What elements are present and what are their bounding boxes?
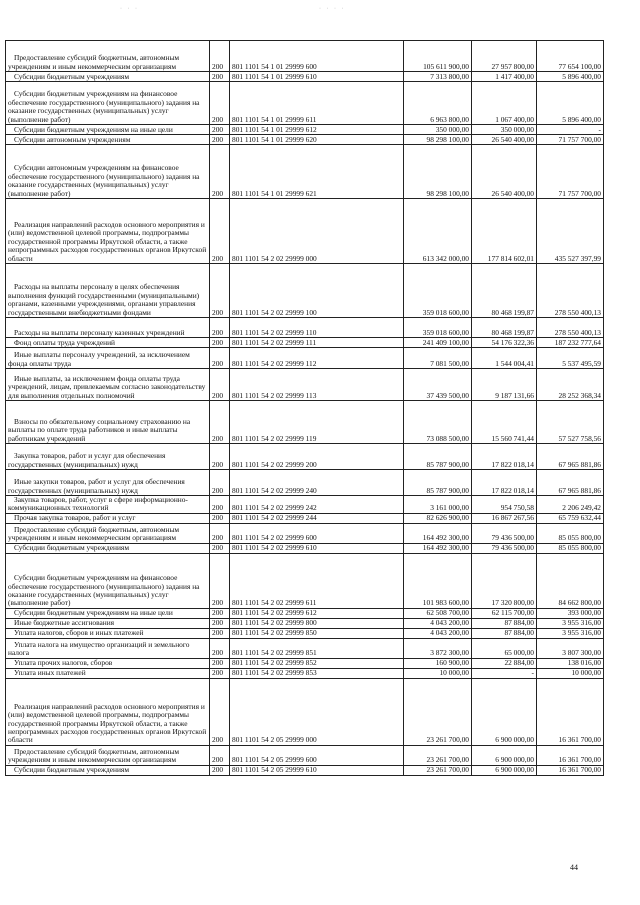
row-remaining: 65 759 632,44 (537, 513, 604, 523)
table-row (6, 369, 604, 401)
row-kbk: 801 1101 54 1 01 29999 621 (230, 145, 404, 199)
row-approved: 73 088 500,00 (404, 401, 472, 444)
row-kbk: 801 1101 54 2 02 29999 242 (230, 496, 404, 514)
row-name (6, 513, 210, 523)
row-executed: 1 417 400,00 (472, 72, 537, 82)
row-kbk: 801 1101 54 2 02 29999 113 (230, 369, 404, 401)
row-remaining: 278 550 400,13 (537, 264, 604, 318)
row-name (6, 72, 210, 82)
row-name (6, 658, 210, 668)
row-name-text: Прочая закупка товаров, работ и услуг (14, 513, 136, 523)
row-executed: 27 957 800,00 (472, 41, 537, 72)
row-approved: 359 018 600,00 (404, 264, 472, 318)
row-code: 200 (210, 348, 230, 369)
row-executed: 79 436 500,00 (472, 523, 537, 543)
row-executed: 9 187 131,66 (472, 369, 537, 401)
row-name-text: Фонд оплаты труда учреждений (14, 337, 116, 347)
row-approved: 3 161 000,00 (404, 496, 472, 514)
row-kbk: 801 1101 54 1 01 29999 600 (230, 41, 404, 72)
row-approved: 105 611 900,00 (404, 41, 472, 72)
row-code: 200 (210, 338, 230, 348)
row-name-text: Реализация направлений расходов основного мероприятия и (или) ведомственной целевой программы, подпрограммы государственной программы Иркутской области, а также непрограммных расходов государственных органов Иркутской области (8, 219, 207, 263)
row-approved: 4 043 200,00 (404, 628, 472, 638)
row-executed: 54 176 322,36 (472, 338, 537, 348)
row-name (6, 470, 210, 496)
row-name (6, 82, 210, 125)
row-code: 200 (210, 678, 230, 745)
row-name-text: Уплата налога на имущество организаций и земельного налога (8, 640, 190, 658)
row-kbk: 801 1101 54 2 02 29999 851 (230, 638, 404, 658)
row-kbk: 801 1101 54 1 01 29999 620 (230, 135, 404, 145)
row-name (6, 401, 210, 444)
row-executed: 6 900 000,00 (472, 765, 537, 775)
row-name (6, 135, 210, 145)
row-executed: 65 000,00 (472, 638, 537, 658)
row-approved: 350 000,00 (404, 125, 472, 135)
row-name-text: Субсидии автономным учреждениям (14, 134, 131, 144)
row-kbk: 801 1101 54 2 02 29999 244 (230, 513, 404, 523)
row-code: 200 (210, 72, 230, 82)
row-name-text: Иные закупки товаров, работ и услуг для обеспечения государственных (муниципальных) нужд (8, 477, 185, 495)
row-remaining: 278 550 400,13 (537, 318, 604, 338)
row-remaining: 16 361 700,00 (537, 745, 604, 765)
table-row (6, 745, 604, 765)
table-row (6, 668, 604, 678)
budget-execution-table (5, 40, 604, 776)
row-remaining: 16 361 700,00 (537, 678, 604, 745)
row-name (6, 678, 210, 745)
row-code: 200 (210, 618, 230, 628)
row-name-text: Субсидии бюджетным учреждениям (14, 765, 130, 775)
row-name (6, 199, 210, 264)
row-remaining: 67 965 881,86 (537, 470, 604, 496)
row-code: 200 (210, 369, 230, 401)
row-approved: 98 298 100,00 (404, 145, 472, 199)
row-remaining: 10 000,00 (537, 668, 604, 678)
row-kbk: 801 1101 54 2 02 29999 000 (230, 199, 404, 264)
row-code: 200 (210, 553, 230, 608)
row-approved: 23 261 700,00 (404, 678, 472, 745)
row-name-text: Предоставление субсидий бюджетным, автономным учреждениям и иным некоммерческим организациям (8, 747, 180, 765)
row-name-text: Иные бюджетные ассигнования (14, 618, 115, 628)
table-row (6, 41, 604, 72)
row-code: 200 (210, 513, 230, 523)
row-executed: 22 884,00 (472, 658, 537, 668)
table-row (6, 125, 604, 135)
row-kbk: 801 1101 54 2 02 29999 800 (230, 618, 404, 628)
row-remaining: 435 527 397,99 (537, 199, 604, 264)
row-approved: 6 963 800,00 (404, 82, 472, 125)
row-code: 200 (210, 745, 230, 765)
row-kbk: 801 1101 54 1 01 29999 610 (230, 72, 404, 82)
row-kbk: 801 1101 54 2 02 29999 852 (230, 658, 404, 668)
row-executed: 17 822 018,14 (472, 470, 537, 496)
row-remaining: 3 955 316,00 (537, 618, 604, 628)
row-kbk: 801 1101 54 2 05 29999 610 (230, 765, 404, 775)
row-remaining: 71 757 700,00 (537, 145, 604, 199)
row-name-text: Предоставление субсидий бюджетным, автономным учреждениям и иным некоммерческим организациям (8, 525, 180, 543)
row-name-text: Субсидии бюджетным учреждениям (14, 71, 130, 81)
row-executed: 1 544 004,41 (472, 348, 537, 369)
row-code: 200 (210, 199, 230, 264)
table-row (6, 348, 604, 369)
row-executed: 15 560 741,44 (472, 401, 537, 444)
row-remaining: 28 252 368,34 (537, 369, 604, 401)
table-body (6, 41, 604, 776)
row-executed: 350 000,00 (472, 125, 537, 135)
row-executed: 87 884,00 (472, 628, 537, 638)
row-approved: 7 081 500,00 (404, 348, 472, 369)
row-code: 200 (210, 470, 230, 496)
row-approved: 3 872 300,00 (404, 638, 472, 658)
table-row (6, 82, 604, 125)
table-row (6, 135, 604, 145)
row-remaining: - (537, 125, 604, 135)
row-name (6, 608, 210, 618)
row-name (6, 145, 210, 199)
row-approved: 98 298 100,00 (404, 135, 472, 145)
row-approved: 613 342 000,00 (404, 199, 472, 264)
row-remaining: 16 361 700,00 (537, 765, 604, 775)
row-approved: 241 409 100,00 (404, 338, 472, 348)
row-name-text: Взносы по обязательному социальному страхованию на выплаты по оплате труда работников и иные выплаты работникам учреждений (8, 416, 191, 443)
row-name (6, 125, 210, 135)
table-row (6, 553, 604, 608)
row-executed: 80 468 199,87 (472, 264, 537, 318)
row-kbk: 801 1101 54 2 02 29999 200 (230, 444, 404, 470)
row-name-text: Субсидии бюджетным учреждениям на финансовое обеспечение государственного (муниципального) задания на оказание государственных (муниципальных) услуг (выполнение работ) (8, 89, 200, 124)
row-kbk: 801 1101 54 2 02 29999 240 (230, 470, 404, 496)
row-name-text: Уплата налогов, сборов и иных платежей (14, 628, 144, 638)
row-name (6, 553, 210, 608)
row-approved: 4 043 200,00 (404, 618, 472, 628)
row-name-text: Субсидии автономным учреждениям на финансовое обеспечение государственного (муниципального) задания на оказание государственных (муниципальных) услуг (выполнение работ) (8, 163, 200, 198)
row-executed: 62 115 700,00 (472, 608, 537, 618)
row-name (6, 369, 210, 401)
row-name-text: Расходы на выплаты персоналу в целях обеспечения выполнения функций государственными (муниципальными) органами, казенными учреждениями, органами управления государственными внебюджетными фондами (8, 282, 200, 317)
row-code: 200 (210, 264, 230, 318)
row-code: 200 (210, 608, 230, 618)
row-kbk: 801 1101 54 2 02 29999 611 (230, 553, 404, 608)
table-row (6, 523, 604, 543)
row-name (6, 348, 210, 369)
row-name-text: Реализация направлений расходов основного мероприятия и (или) ведомственной целевой программы, подпрограммы государственной программы Иркутской области, а также непрограммных расходов государственных органов Иркутской области (8, 701, 207, 745)
table-row (6, 543, 604, 553)
row-remaining: 5 537 495,59 (537, 348, 604, 369)
row-executed: 26 540 400,00 (472, 135, 537, 145)
row-remaining: 393 000,00 (537, 608, 604, 618)
row-approved: 10 000,00 (404, 668, 472, 678)
row-executed: 1 067 400,00 (472, 82, 537, 125)
row-name-text: Уплата иных платежей (14, 668, 86, 678)
row-approved: 164 492 300,00 (404, 543, 472, 553)
row-name (6, 523, 210, 543)
row-name (6, 318, 210, 338)
table-row (6, 145, 604, 199)
table-row (6, 678, 604, 745)
row-executed: 6 900 000,00 (472, 745, 537, 765)
row-code: 200 (210, 765, 230, 775)
table-row (6, 618, 604, 628)
row-code: 200 (210, 135, 230, 145)
row-name-text: Иные выплаты персоналу учреждений, за исключением фонда оплаты труда (8, 350, 190, 368)
row-remaining: 5 896 400,00 (537, 82, 604, 125)
row-kbk: 801 1101 54 2 02 29999 600 (230, 523, 404, 543)
row-remaining: 187 232 777,64 (537, 338, 604, 348)
row-kbk: 801 1101 54 2 02 29999 100 (230, 264, 404, 318)
row-remaining: 67 965 881,86 (537, 444, 604, 470)
row-remaining: 85 055 800,00 (537, 523, 604, 543)
table-row (6, 608, 604, 618)
row-kbk: 801 1101 54 2 05 29999 000 (230, 678, 404, 745)
row-approved: 82 626 900,00 (404, 513, 472, 523)
row-code: 200 (210, 145, 230, 199)
table-row (6, 264, 604, 318)
row-name (6, 41, 210, 72)
row-approved: 7 313 800,00 (404, 72, 472, 82)
row-kbk: 801 1101 54 2 02 29999 112 (230, 348, 404, 369)
row-approved: 85 787 900,00 (404, 470, 472, 496)
row-remaining: 57 527 758,56 (537, 401, 604, 444)
table-row (6, 658, 604, 668)
table-row (6, 199, 604, 264)
row-code: 200 (210, 543, 230, 553)
row-approved: 23 261 700,00 (404, 765, 472, 775)
row-name-text: Предоставление субсидий бюджетным, автономным учреждениям и иным некоммерческим организациям (8, 53, 180, 71)
table-row (6, 72, 604, 82)
table-row (6, 628, 604, 638)
table-row (6, 470, 604, 496)
table-row (6, 318, 604, 338)
row-approved: 37 439 500,00 (404, 369, 472, 401)
row-kbk: 801 1101 54 2 02 29999 850 (230, 628, 404, 638)
scan-artifacts: · · · · · · · (120, 6, 346, 12)
row-name-text: Закупка товаров, работ, услуг в сфере информационно-коммуникационных технологий (8, 495, 188, 513)
page-number: 44 (570, 863, 578, 872)
row-name (6, 745, 210, 765)
row-executed: 17 822 018,14 (472, 444, 537, 470)
row-remaining: 3 807 300,00 (537, 638, 604, 658)
table-row (6, 444, 604, 470)
row-name (6, 618, 210, 628)
row-approved: 23 261 700,00 (404, 745, 472, 765)
row-kbk: 801 1101 54 2 02 29999 110 (230, 318, 404, 338)
table-row (6, 338, 604, 348)
row-name-text: Уплата прочих налогов, сборов (14, 658, 113, 668)
row-name (6, 765, 210, 775)
row-executed: 954 750,58 (472, 496, 537, 514)
row-code: 200 (210, 125, 230, 135)
row-executed: 79 436 500,00 (472, 543, 537, 553)
row-remaining: 5 896 400,00 (537, 72, 604, 82)
row-code: 200 (210, 628, 230, 638)
row-approved: 359 018 600,00 (404, 318, 472, 338)
row-kbk: 801 1101 54 2 02 29999 111 (230, 338, 404, 348)
row-name (6, 496, 210, 514)
row-remaining: 138 016,00 (537, 658, 604, 668)
row-approved: 101 983 600,00 (404, 553, 472, 608)
row-remaining: 77 654 100,00 (537, 41, 604, 72)
row-kbk: 801 1101 54 1 01 29999 611 (230, 82, 404, 125)
row-code: 200 (210, 658, 230, 668)
row-executed: 6 900 000,00 (472, 678, 537, 745)
row-code: 200 (210, 401, 230, 444)
row-remaining: 85 055 800,00 (537, 543, 604, 553)
row-name-text: Субсидии бюджетным учреждениям на иные цели (14, 608, 173, 618)
row-code: 200 (210, 523, 230, 543)
row-remaining: 71 757 700,00 (537, 135, 604, 145)
row-code: 200 (210, 444, 230, 470)
row-name-text: Субсидии бюджетным учреждениям (14, 543, 130, 553)
row-approved: 85 787 900,00 (404, 444, 472, 470)
row-name-text: Закупка товаров, работ и услуг для обеспечения государственных (муниципальных) нужд (8, 451, 166, 469)
row-code: 200 (210, 318, 230, 338)
table-row (6, 401, 604, 444)
row-name-text: Субсидии бюджетным учреждениям на финансовое обеспечение государственного (муниципального) задания на оказание государственных (муниципальных) услуг (выполнение работ) (8, 573, 200, 608)
row-name-text: Расходы на выплаты персоналу казенных учреждений (14, 327, 185, 337)
row-executed: 87 884,00 (472, 618, 537, 628)
row-code: 200 (210, 668, 230, 678)
row-code: 200 (210, 82, 230, 125)
row-kbk: 801 1101 54 2 02 29999 612 (230, 608, 404, 618)
row-name-text: Субсидии бюджетным учреждениям на иные цели (14, 124, 173, 134)
row-name (6, 338, 210, 348)
row-name (6, 444, 210, 470)
row-name (6, 638, 210, 658)
row-approved: 160 900,00 (404, 658, 472, 668)
row-kbk: 801 1101 54 2 05 29999 600 (230, 745, 404, 765)
row-name (6, 628, 210, 638)
row-executed: 16 867 267,56 (472, 513, 537, 523)
row-name (6, 543, 210, 553)
row-approved: 164 492 300,00 (404, 523, 472, 543)
row-remaining: 3 955 316,00 (537, 628, 604, 638)
row-executed: 80 468 199,87 (472, 318, 537, 338)
row-kbk: 801 1101 54 2 02 29999 119 (230, 401, 404, 444)
row-approved: 62 508 700,00 (404, 608, 472, 618)
row-name (6, 668, 210, 678)
row-executed: - (472, 668, 537, 678)
row-kbk: 801 1101 54 1 01 29999 612 (230, 125, 404, 135)
table-row (6, 765, 604, 775)
row-kbk: 801 1101 54 2 02 29999 610 (230, 543, 404, 553)
row-code: 200 (210, 41, 230, 72)
row-executed: 177 814 602,01 (472, 199, 537, 264)
row-remaining: 84 662 800,00 (537, 553, 604, 608)
row-code: 200 (210, 496, 230, 514)
row-name-text: Иные выплаты, за исключением фонда оплаты труда учреждений, лицам, привлекаемым согласно законодательству для выполнения отдельных полномочий (8, 373, 206, 400)
row-code: 200 (210, 638, 230, 658)
row-name (6, 264, 210, 318)
row-kbk: 801 1101 54 2 02 29999 853 (230, 668, 404, 678)
row-executed: 17 320 800,00 (472, 553, 537, 608)
table-row (6, 638, 604, 658)
table-row (6, 513, 604, 523)
row-executed: 26 540 400,00 (472, 145, 537, 199)
row-remaining: 2 206 249,42 (537, 496, 604, 514)
table-row (6, 496, 604, 514)
